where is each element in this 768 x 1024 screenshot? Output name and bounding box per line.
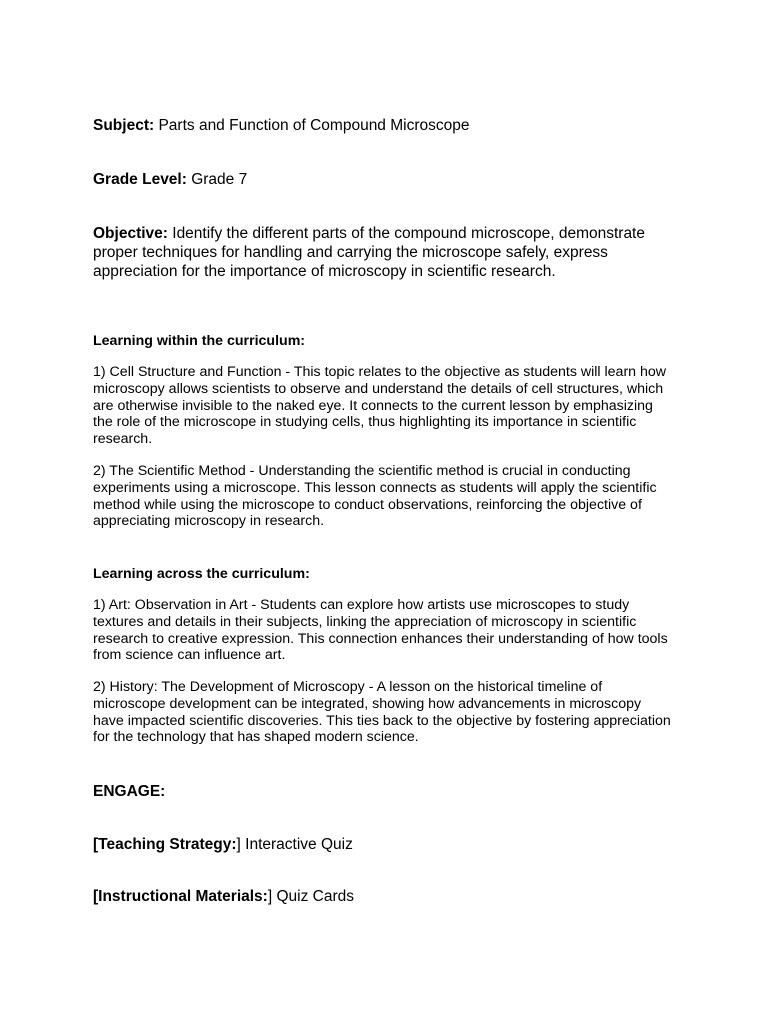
teaching-strategy-label: [Teaching Strategy: bbox=[93, 836, 237, 853]
subject-label: Subject: bbox=[93, 117, 155, 134]
objective-label: Objective: bbox=[93, 225, 168, 242]
within-curriculum-item: 1) Cell Structure and Function - This topic relates to the objective as students will learn how microscopy allows scientists to observe and understand the details of cell structures, which are otherwise invisible to the naked eye. It connects to the current lesson by emphasizing the role of the microscope in studying cells, thus highlighting its importance in scientific research. bbox=[93, 364, 667, 448]
instructional-materials-label: [Instructional Materials: bbox=[93, 888, 268, 905]
grade-level-label: Grade Level: bbox=[93, 171, 187, 188]
instructional-materials-line bbox=[93, 887, 673, 906]
across-curriculum-heading: Learning across the curriculum: bbox=[93, 566, 310, 582]
objective-paragraph bbox=[93, 224, 673, 281]
objective-text: Identify the different parts of the compound microscope, demonstrate proper techniques for handling and carrying the microscope safely, express appreciation for the importance of microscopy in scientific research. bbox=[93, 225, 645, 280]
within-curriculum-item: 2) The Scientific Method - Understanding the scientific method is crucial in conducting experiments using a microscope. This lesson connects as students will apply the scientific method while using the microscope to conduct observations, reinforcing the objective of appreciating microscopy in research. bbox=[93, 463, 657, 530]
teaching-strategy-value: ] Interactive Quiz bbox=[236, 836, 353, 853]
subject-line bbox=[93, 116, 673, 135]
subject-value: Parts and Function of Compound Microscope bbox=[154, 117, 470, 134]
grade-level-value: Grade 7 bbox=[186, 171, 248, 188]
within-curriculum-heading: Learning within the curriculum: bbox=[93, 333, 306, 349]
teaching-strategy-line bbox=[93, 835, 673, 854]
engage-heading: ENGAGE: bbox=[93, 783, 166, 800]
across-curriculum-item: 2) History: The Development of Microscopy - A lesson on the historical timeline of microscope development can be integrated, showing how advancements in microscopy have impacted scientific discoveries. This ties back to the objective by fostering appreciation for the technology that has shaped modern science. bbox=[93, 679, 671, 746]
grade-level-line bbox=[93, 170, 673, 189]
instructional-materials-value: ] Quiz Cards bbox=[267, 888, 354, 905]
across-curriculum-item: 1) Art: Observation in Art - Students can explore how artists use microscopes to study textures and details in their subjects, linking the appreciation of microscopy in scientific research to creative expression. This connection enhances their understanding of how tools from science can influence art. bbox=[93, 597, 668, 664]
